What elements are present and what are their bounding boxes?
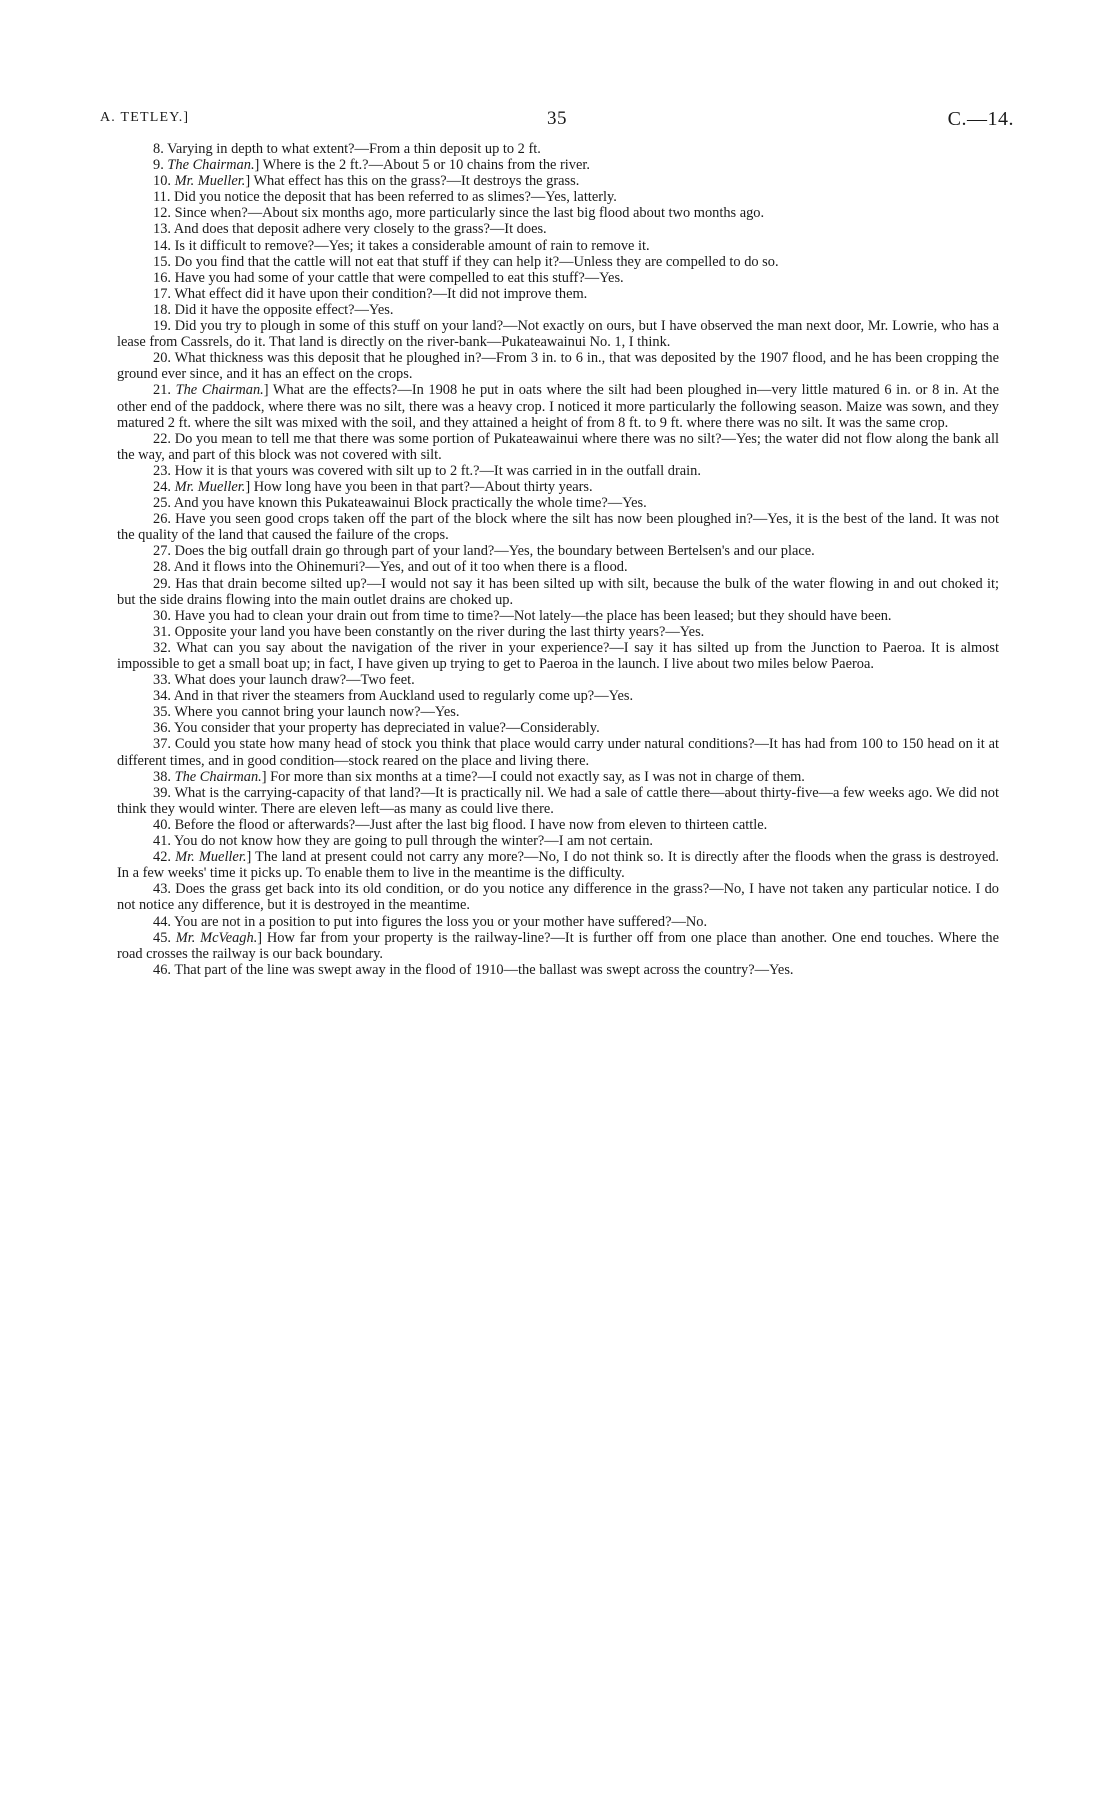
- paragraph-text: What are the effects?—In 1908 he put in oats where the silt had been ploughed in—very little matured 6 in. or 8 in. At the other end of the paddock, where there was no silt, there was a heavy crop. I noticed it more particularly the following season. Maize was sown, and they matured 2 ft. where the silt was mixed with the soil, and they attained a height of from 8 ft. to 9 ft. where there was no silt. It was the same crop.: [117, 382, 1000, 431]
- testimony-paragraph: [117, 640, 999, 672]
- question-number: 10.: [153, 173, 175, 190]
- speaker-bracket: ]: [254, 157, 260, 174]
- paragraph-text: 17. What effect did it have upon their condition?—It did not improve them.: [153, 285, 588, 302]
- paragraph-text: 40. Before the flood or afterwards?—Just after the last big flood. I have now from eleven to thirteen cattle.: [153, 816, 768, 833]
- document-reference: C.—14.: [947, 108, 1014, 130]
- testimony-paragraph: [117, 608, 999, 624]
- speaker-name: The Chairman.: [167, 157, 255, 174]
- testimony-paragraph: [117, 141, 999, 157]
- testimony-paragraph: [117, 238, 999, 254]
- paragraph-text: 27. Does the big outfall drain go through part of your land?—Yes, the boundary between Bertelsen's and our place.: [153, 543, 815, 560]
- paragraph-text: 25. And you have known this Pukateawainui Block practically the whole time?—Yes.: [153, 495, 647, 512]
- paragraph-text: 26. Have you seen good crops taken off the part of the block where the silt has now been ploughed in?—Yes, it is the best of the land. It was not the quality of the land that caused the failure of the crops.: [117, 511, 999, 544]
- paragraph-text: 34. And in that river the steamers from Auckland used to regularly come up?—Yes.: [153, 688, 634, 705]
- page-header: [100, 108, 1014, 132]
- testimony-paragraph: [117, 672, 999, 688]
- testimony-paragraph: [117, 624, 999, 640]
- testimony-paragraph: [117, 495, 999, 511]
- page-number: 35: [547, 108, 567, 129]
- speaker-name: The Chairman.: [174, 768, 262, 785]
- testimony-paragraph: [117, 930, 999, 962]
- testimony-paragraph: [117, 221, 999, 237]
- paragraph-text: 12. Since when?—About six months ago, more particularly since the last big flood about two months ago.: [153, 205, 765, 222]
- speaker-name: Mr. Mueller.: [174, 173, 246, 190]
- testimony-paragraph: [117, 543, 999, 559]
- testimony-paragraph: [117, 350, 999, 382]
- testimony-paragraph: [117, 688, 999, 704]
- testimony-paragraph: [117, 914, 999, 930]
- testimony-paragraph: [117, 479, 999, 495]
- paragraph-text: 37. Could you state how many head of stock you think that place would carry under natural conditions?—It has had from 100 to 150 head on it at different times, and in good condition—stock reared on the place and living there.: [117, 736, 999, 769]
- paragraph-text: 35. Where you cannot bring your launch now?—Yes.: [153, 704, 460, 721]
- testimony-paragraph: [117, 302, 999, 318]
- testimony-paragraph: [117, 463, 999, 479]
- testimony-paragraph: [117, 833, 999, 849]
- header-witness-name: A. TETLEY.]: [100, 110, 190, 125]
- testimony-body: [117, 141, 999, 978]
- paragraph-text: The land at present could not carry any more?—No, I do not think so. It is directly after the floods when the grass is destroyed. In a few weeks' time it picks up. To enable them to live in the meantime is the difficulty.: [117, 849, 999, 882]
- speaker-bracket: ]: [246, 849, 252, 866]
- speaker-bracket: ]: [245, 173, 251, 190]
- paragraph-text: 18. Did it have the opposite effect?—Yes.: [153, 301, 394, 318]
- testimony-paragraph: [117, 286, 999, 302]
- paragraph-text: 41. You do not know how they are going to pull through the winter?—I am not certain.: [153, 833, 653, 850]
- paragraph-text: 32. What can you say about the navigation of the river in your experience?—I say it has silted up from the Junction to Paeroa. It is almost impossible to get a small boat up; in fact, I have given up trying to get to Paeroa in the launch. I live about two miles below Paeroa.: [117, 639, 999, 672]
- paragraph-text: 33. What does your launch draw?—Two feet.: [153, 672, 415, 689]
- paragraph-text: 14. Is it difficult to remove?—Yes; it takes a considerable amount of rain to remove it.: [153, 237, 650, 254]
- testimony-paragraph: [117, 962, 999, 978]
- paragraph-text: For more than six months at a time?—I could not exactly say, as I was not in charge of them.: [266, 768, 805, 785]
- testimony-paragraph: [117, 849, 999, 881]
- testimony-paragraph: [117, 254, 999, 270]
- paragraph-text: 28. And it flows into the Ohinemuri?—Yes, and out of it too when there is a flood.: [153, 559, 628, 576]
- speaker-name: The Chairman.: [175, 382, 264, 399]
- testimony-paragraph: [117, 431, 999, 463]
- question-number: 45.: [153, 929, 176, 946]
- paragraph-text: 46. That part of the line was swept away in the flood of 1910—the ballast was swept across the country?—Yes.: [153, 961, 794, 978]
- paragraph-text: 31. Opposite your land you have been constantly on the river during the last thirty years?—Yes.: [153, 623, 705, 640]
- paragraph-text: 22. Do you mean to tell me that there was some portion of Pukateawainui where there was no silt?—Yes; the water did not flow along the bank all the way, and part of this block was not covered with silt.: [117, 430, 999, 463]
- paragraph-text: 43. Does the grass get back into its old condition, or do you notice any difference in the grass?—No, I have not taken any particular notice. I do not notice any difference, but it is destroyed in the meantime.: [117, 881, 999, 914]
- question-number: 21.: [153, 382, 176, 399]
- question-number: 38.: [153, 768, 175, 785]
- testimony-paragraph: [117, 559, 999, 575]
- paragraph-text: How long have you been in that part?—About thirty years.: [250, 478, 593, 495]
- testimony-paragraph: [117, 157, 999, 173]
- paragraph-text: 13. And does that deposit adhere very closely to the grass?—It does.: [153, 221, 547, 238]
- speaker-name: Mr. McVeagh.: [175, 929, 258, 946]
- testimony-paragraph: [117, 881, 999, 913]
- testimony-paragraph: [117, 205, 999, 221]
- paragraph-text: 44. You are not in a position to put into figures the loss you or your mother have suffered?—No.: [153, 913, 708, 930]
- paragraph-text: What effect has this on the grass?—It destroys the grass.: [250, 173, 580, 190]
- speaker-bracket: ]: [245, 478, 251, 495]
- testimony-paragraph: [117, 736, 999, 768]
- paragraph-text: 30. Have you had to clean your drain out from time to time?—Not lately—the place has been leased; but they should have been.: [153, 607, 892, 624]
- testimony-paragraph: [117, 318, 999, 350]
- speaker-name: Mr. Mueller.: [175, 849, 247, 866]
- testimony-paragraph: [117, 769, 999, 785]
- paragraph-text: 29. Has that drain become silted up?—I would not say it has been silted up with silt, because the bulk of the water flowing in and out choked it; but the side drains flowing into the main outlet drains are choked up.: [117, 575, 999, 608]
- testimony-paragraph: [117, 576, 999, 608]
- testimony-paragraph: [117, 720, 999, 736]
- speaker-bracket: ]: [261, 768, 267, 785]
- paragraph-text: How far from your property is the railway-line?—It is further off from one place than another. One end touches. Where the road crosses the railway is our back boundary.: [117, 929, 999, 962]
- testimony-paragraph: [117, 704, 999, 720]
- testimony-paragraph: [117, 270, 999, 286]
- question-number: 24.: [153, 478, 175, 495]
- speaker-bracket: ]: [257, 929, 263, 946]
- testimony-paragraph: [117, 173, 999, 189]
- testimony-paragraph: [117, 189, 999, 205]
- testimony-paragraph: [117, 382, 999, 430]
- testimony-paragraph: [117, 817, 999, 833]
- paragraph-text: 23. How it is that yours was covered with silt up to 2 ft.?—It was carried in in the outfall drain.: [153, 462, 701, 479]
- paragraph-text: 16. Have you had some of your cattle that were compelled to eat this stuff?—Yes.: [153, 269, 624, 286]
- paragraph-text: 20. What thickness was this deposit that he ploughed in?—From 3 in. to 6 in., that was deposited by the 1907 flood, and he has been cropping the ground ever since, and it has an effect on the crops.: [117, 350, 999, 383]
- paragraph-text: 15. Do you find that the cattle will not eat that stuff if they can help it?—Unless they are compelled to do so.: [153, 253, 779, 270]
- speaker-name: Mr. Mueller.: [174, 478, 246, 495]
- paragraph-text: 39. What is the carrying-capacity of that land?—It is practically nil. We had a sale of cattle there—about thirty-five—a few weeks ago. We did not think they would winter. There are eleven left—as many as could live there.: [117, 784, 999, 817]
- paragraph-text: 36. You consider that your property has depreciated in value?—Considerably.: [153, 720, 600, 737]
- paragraph-text: 11. Did you notice the deposit that has been referred to as slimes?—Yes, latterly.: [153, 189, 617, 206]
- paragraph-text: 19. Did you try to plough in some of this stuff on your land?—Not exactly on ours, but I have observed the man next door, Mr. Lowrie, who has a lease from Cassrels, do it. That land is directly on the river-bank—Pukateawainui No. 1, I think.: [117, 318, 999, 351]
- paragraph-text: 8. Varying in depth to what extent?—From a thin deposit up to 2 ft.: [153, 141, 541, 157]
- testimony-paragraph: [117, 785, 999, 817]
- question-number: 42.: [153, 849, 176, 866]
- question-number: 9.: [153, 157, 168, 174]
- speaker-bracket: ]: [263, 382, 269, 399]
- testimony-paragraph: [117, 511, 999, 543]
- paragraph-text: Where is the 2 ft.?—About 5 or 10 chains from the river.: [259, 157, 590, 174]
